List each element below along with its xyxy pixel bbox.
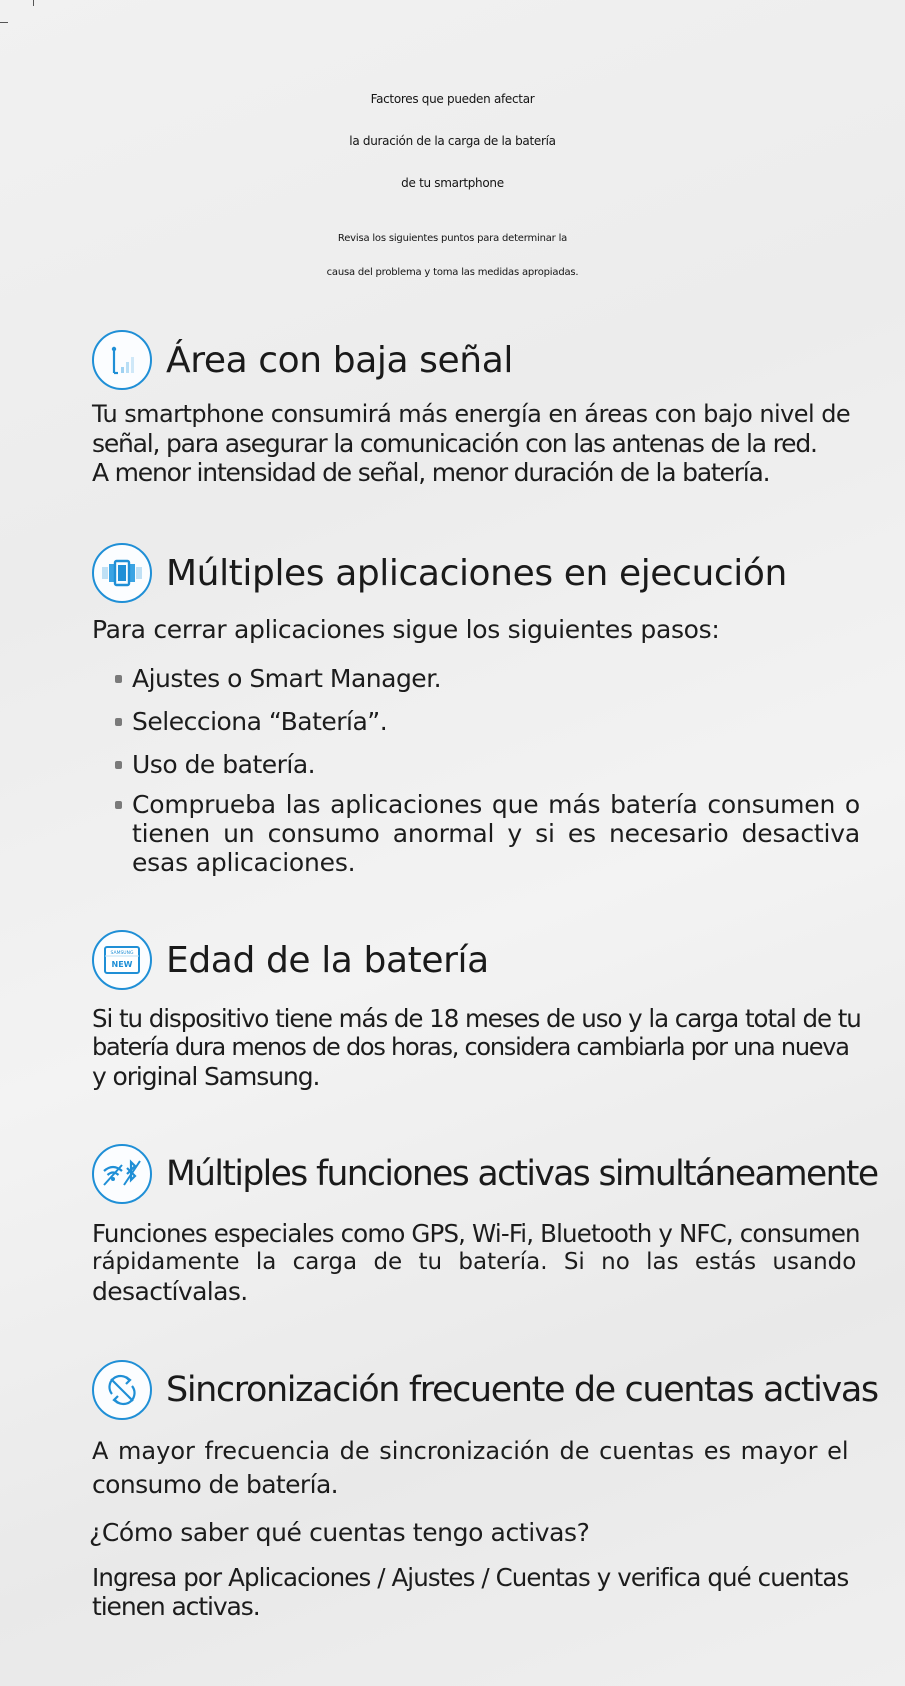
text-line: batería dura menos de dos horas, considera cambiarla por una nueva bbox=[92, 1033, 849, 1061]
sync-off-icon bbox=[92, 1360, 152, 1420]
section-sync-text bbox=[92, 1435, 860, 1501]
steps-list bbox=[112, 664, 860, 877]
signal-antenna-icon bbox=[92, 330, 152, 390]
icon-label-samsung: SAMSUNG bbox=[110, 951, 134, 956]
page-title bbox=[0, 78, 905, 204]
title-line: Factores que pueden afectar bbox=[370, 92, 535, 106]
wifi-bluetooth-off-icon bbox=[92, 1144, 152, 1204]
text-line: ¿Cómo saber qué cuentas tengo activas? bbox=[89, 1518, 590, 1547]
page-subtitle bbox=[0, 222, 905, 290]
text-line: señal, para asegurar la comunicación con las antenas de la red. bbox=[92, 429, 817, 458]
section-sync-header bbox=[92, 1360, 878, 1420]
crop-mark bbox=[0, 22, 8, 23]
crop-mark bbox=[33, 0, 34, 6]
section-signal-text bbox=[92, 400, 860, 487]
text-line: y original Samsung. bbox=[92, 1062, 320, 1091]
section-age-text bbox=[92, 1004, 860, 1091]
text-line: Ingresa por Aplicaciones / Ajustes / Cuentas y verifica qué cuentas bbox=[92, 1563, 849, 1592]
list-item: Ajustes o Smart Manager. bbox=[112, 664, 860, 693]
text-line: rápidamente la carga de tu batería. Si no las estás usando bbox=[92, 1249, 857, 1275]
section-title: Múltiples funciones activas simultáneamente bbox=[166, 1154, 878, 1194]
section-apps-header bbox=[92, 543, 787, 603]
multiple-apps-icon bbox=[92, 543, 152, 603]
section-title: Edad de la batería bbox=[166, 939, 489, 981]
section-apps-intro bbox=[92, 615, 860, 644]
text-line: Tu smartphone consumirá más energía en áreas con bajo nivel de bbox=[92, 400, 851, 428]
list-item: Uso de batería. bbox=[112, 750, 860, 779]
text-line: consumo de batería. bbox=[92, 1470, 339, 1499]
section-functions-header bbox=[92, 1144, 877, 1204]
subtitle-line: causa del problema y toma las medidas apropiadas. bbox=[326, 267, 579, 278]
subtitle-line: Revisa los siguientes puntos para determinar la bbox=[337, 233, 568, 244]
title-line: de tu smartphone bbox=[401, 176, 504, 190]
text-line: Para cerrar aplicaciones sigue los siguientes pasos: bbox=[92, 615, 720, 644]
text-line: Si tu dispositivo tiene más de 18 meses de uso y la carga total de tu bbox=[92, 1004, 861, 1033]
text-line: A mayor frecuencia de sincronización de cuentas es mayor el bbox=[92, 1437, 849, 1465]
list-item: Comprueba las aplicaciones que más batería consumen o tienen un consumo anormal y si es necesario desactiva esas aplicaciones. bbox=[112, 790, 860, 877]
section-age-header bbox=[92, 930, 489, 990]
new-battery-icon bbox=[92, 930, 152, 990]
section-title: Sincronización frecuente de cuentas activas bbox=[166, 1370, 878, 1410]
section-functions-text bbox=[92, 1219, 860, 1306]
section-signal-header bbox=[92, 330, 513, 390]
sync-answer bbox=[92, 1563, 860, 1621]
text-line: desactívalas. bbox=[92, 1277, 248, 1306]
title-line: la duración de la carga de la batería bbox=[349, 134, 556, 148]
section-title: Múltiples aplicaciones en ejecución bbox=[166, 552, 787, 594]
text-line: A menor intensidad de señal, menor duración de la batería. bbox=[92, 458, 770, 487]
sync-question bbox=[89, 1518, 857, 1547]
text-line: tienen activas. bbox=[92, 1592, 260, 1621]
section-title: Área con baja señal bbox=[166, 339, 513, 381]
list-item: Selecciona “Batería”. bbox=[112, 707, 860, 736]
icon-label-new: NEW bbox=[111, 960, 133, 969]
text-line: Funciones especiales como GPS, Wi-Fi, Bluetooth y NFC, consumen bbox=[92, 1219, 860, 1248]
